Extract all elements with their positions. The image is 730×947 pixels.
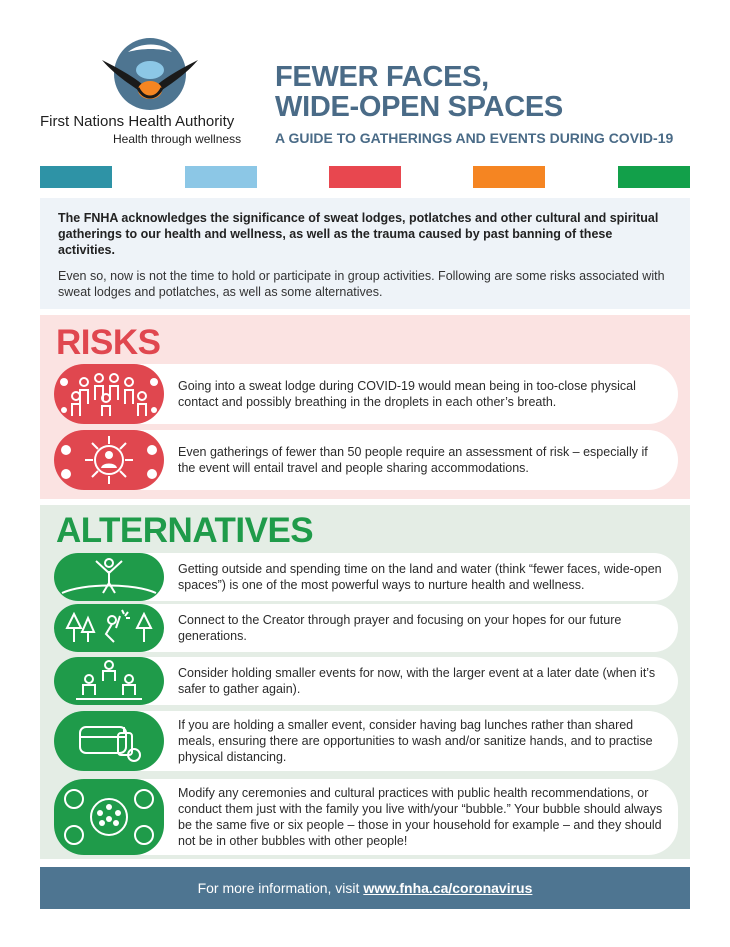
alternative-item-text: Connect to the Creator through prayer and focusing on your hopes for our future generations.	[178, 613, 622, 643]
risk-item	[54, 430, 678, 490]
risk-item-text: Going into a sweat lodge during COVID-19 would mean being in too-close physical contact and possibly breathing in the droplets in each other’s breath.	[178, 379, 636, 409]
intro-box	[40, 198, 690, 309]
color-bar-orange	[473, 166, 545, 188]
alternatives-heading: ALTERNATIVES	[56, 511, 314, 550]
org-tagline: Health through wellness	[113, 132, 242, 146]
group-assessment-icon	[54, 430, 164, 490]
color-bar-teal	[40, 166, 112, 188]
color-bar-red	[329, 166, 401, 188]
prayer-trees-icon	[54, 604, 164, 652]
alternative-item-text: Getting outside and spending time on the land and water (think “fewer faces, wide-open spaces”) is one of the most powerful ways to nurture health and wellness.	[178, 562, 662, 592]
risk-item-text: Even gatherings of fewer than 50 people require an assessment of risk – especially if the event will entail travel and people sharing accommodations.	[178, 445, 648, 475]
alternative-item	[54, 604, 678, 652]
header	[0, 0, 730, 160]
person-outdoors-icon	[54, 553, 164, 601]
color-bar-light-blue	[185, 166, 257, 188]
title-line-1: FEWER FACES,	[275, 61, 489, 93]
page-subtitle: A GUIDE TO GATHERINGS AND EVENTS DURING COVID-19	[275, 130, 674, 146]
footer	[40, 867, 690, 909]
alternative-item-text: If you are holding a smaller event, consider having bag lunches rather than shared meals, ensuring there are opportunities to wash and/or sanitize hands, and to practise physical distancing.	[178, 718, 653, 764]
org-name: First Nations Health Authority	[40, 113, 235, 130]
risks-heading: RISKS	[56, 323, 161, 362]
risk-item	[54, 364, 678, 424]
title-line-2: WIDE-OPEN SPACES	[275, 91, 563, 123]
alternative-item	[54, 779, 678, 855]
small-gathering-icon	[54, 657, 164, 705]
bubble-icon	[54, 779, 164, 855]
alternatives-section	[40, 505, 690, 859]
alternative-item	[54, 553, 678, 601]
footer-prefix: For more information, visit	[197, 880, 364, 896]
crowd-icon	[54, 364, 164, 424]
footer-link[interactable]: www.fnha.ca/coronavirus	[363, 880, 533, 896]
alternative-item-text: Modify any ceremonies and cultural practices with public health recommendations, or conduct them just with the family you live with/your “bubble.” Your bubble should always be the same five or six people – those in your household for example – and they should not be in other bubbles with other people!	[178, 786, 663, 848]
intro-bold-text: The FNHA acknowledges the significance of sweat lodges, potlatches and other cultural and spiritual gatherings to our health and wellness, as well as the trauma caused by past banning of these activities.	[58, 211, 659, 257]
lunch-handwash-icon	[54, 711, 164, 771]
color-bars	[40, 166, 690, 188]
risks-section	[40, 315, 690, 499]
fnha-logo-icon	[98, 38, 202, 110]
alternative-item	[54, 657, 678, 705]
page-title	[275, 62, 563, 122]
alternative-item	[54, 711, 678, 771]
color-bar-green	[618, 166, 690, 188]
fnha-logo	[40, 38, 250, 148]
alternative-item-text: Consider holding smaller events for now, with the larger event at a later date (when it’s safer to gather again).	[178, 666, 656, 696]
intro-text: Even so, now is not the time to hold or participate in group activities. Following are some risks associated with sweat lodges and potlatches, as well as some alternatives.	[58, 269, 665, 299]
